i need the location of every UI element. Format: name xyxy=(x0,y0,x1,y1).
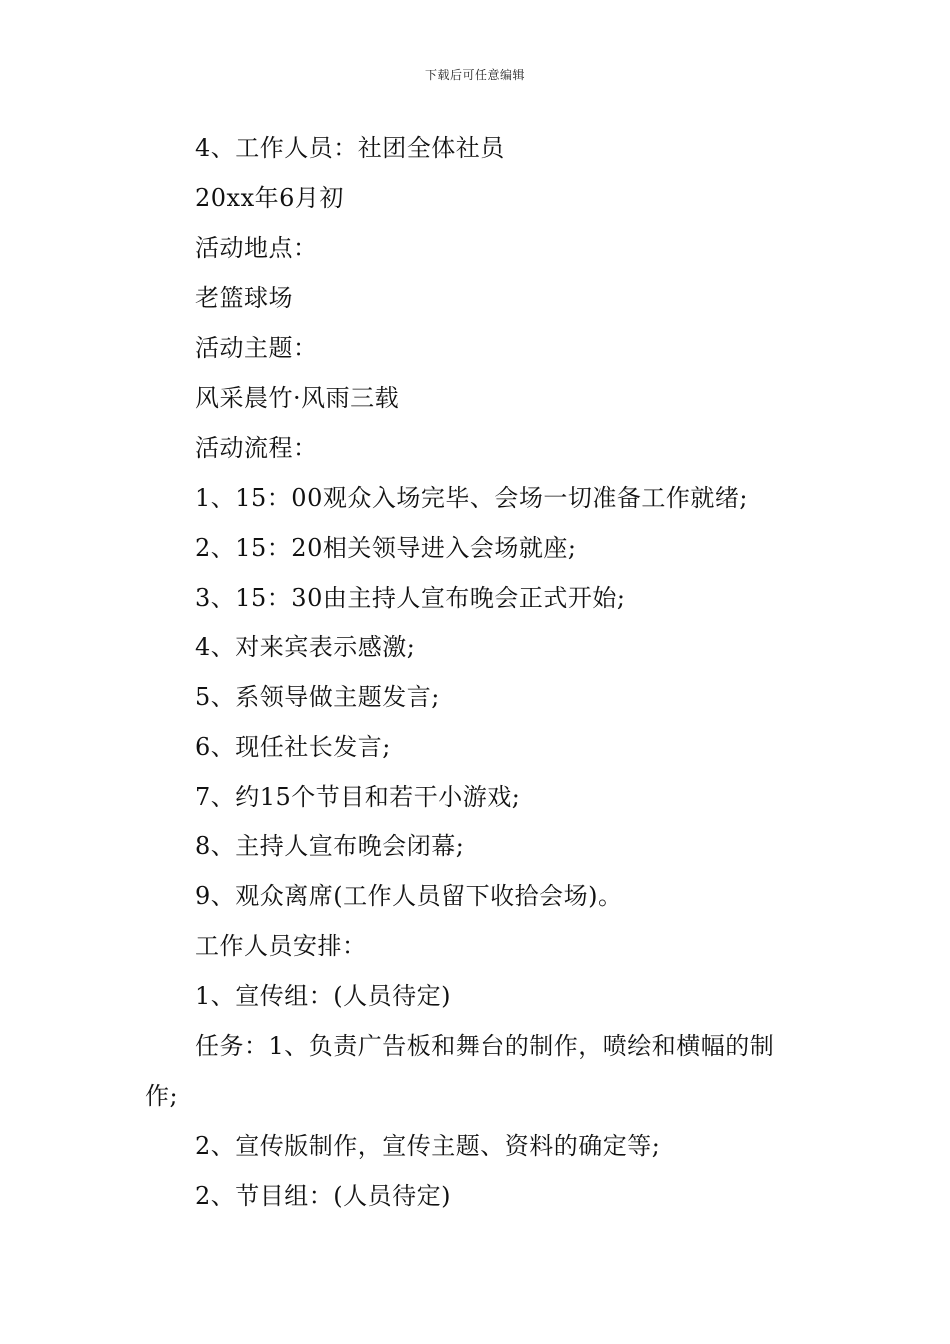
doc-line: 任务：1、负责广告板和舞台的制作，喷绘和横幅的制 xyxy=(195,1032,775,1060)
doc-line: 20xx年6月初 xyxy=(195,184,344,212)
doc-line: 2、15：20相关领导进入会场就座; xyxy=(195,534,577,562)
doc-line: 9、观众离席(工作人员留下收拾会场)。 xyxy=(195,882,623,910)
doc-line: 活动主题： xyxy=(195,334,318,362)
doc-line: 4、对来宾表示感激; xyxy=(195,633,416,661)
doc-line: 活动地点： xyxy=(195,234,318,262)
doc-line: 2、节目组：(人员待定) xyxy=(195,1182,451,1210)
doc-line: 1、宣传组：(人员待定) xyxy=(195,982,451,1010)
doc-line: 活动流程： xyxy=(195,434,318,462)
doc-line: 工作人员安排： xyxy=(195,932,367,960)
doc-line: 5、系领导做主题发言; xyxy=(195,683,440,711)
doc-line: 3、15：30由主持人宣布晚会正式开始; xyxy=(195,584,626,612)
doc-line: 作; xyxy=(145,1082,179,1110)
doc-line: 风采晨竹·风雨三载 xyxy=(195,384,400,412)
doc-line: 6、现任社长发言; xyxy=(195,733,391,761)
doc-line: 1、15：00观众入场完毕、会场一切准备工作就绪; xyxy=(195,484,748,512)
header-note: 下载后可任意编辑 xyxy=(424,68,525,82)
doc-line: 7、约15个节目和若干小游戏; xyxy=(195,783,521,811)
doc-line: 老篮球场 xyxy=(195,284,293,312)
doc-line: 4、工作人员：社团全体社员 xyxy=(195,134,505,162)
doc-line: 8、主持人宣布晚会闭幕; xyxy=(195,832,465,860)
doc-line: 2、宣传版制作，宣传主题、资料的确定等; xyxy=(195,1132,661,1160)
